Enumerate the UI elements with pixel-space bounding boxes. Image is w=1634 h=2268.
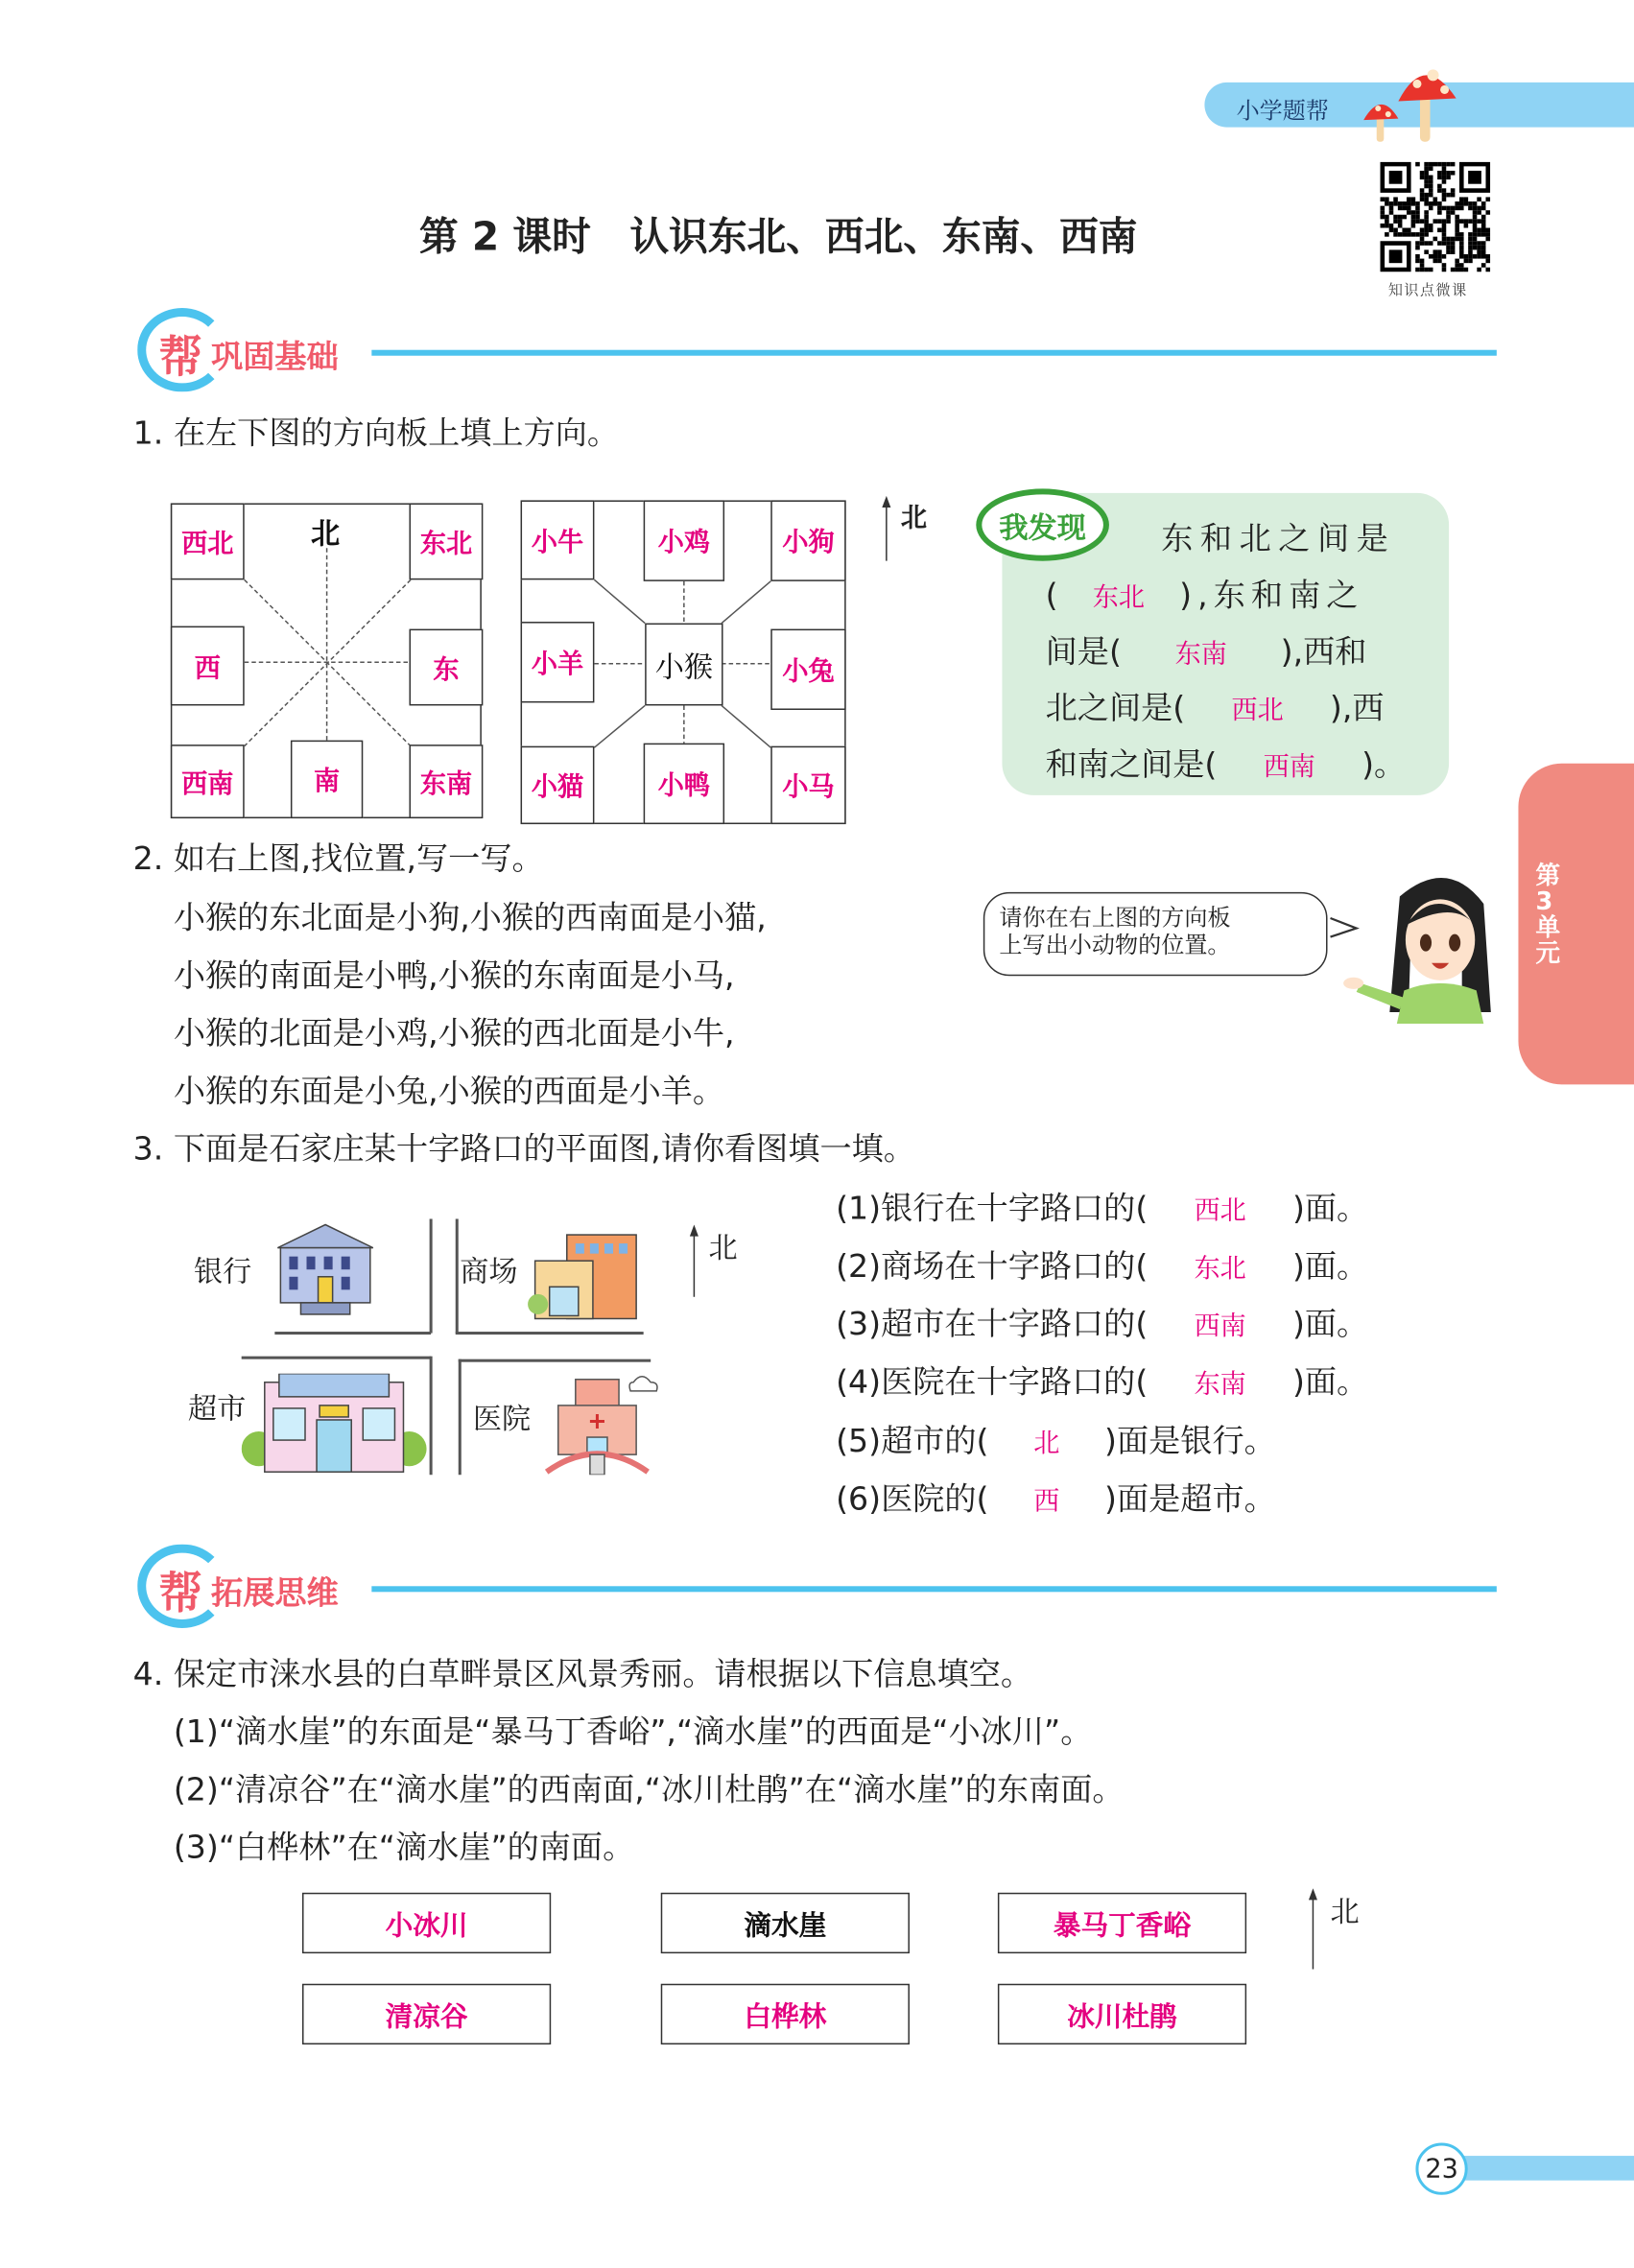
q4-line: (2)“清凉谷”在“滴水崖”的西南面,“冰川杜鹃”在“滴水崖”的东南面。	[173, 1772, 1125, 1809]
discover-line-3	[1045, 634, 1367, 672]
q2-line: 小猴的南面是小鸭,小猴的东南面是小马,	[173, 958, 735, 995]
discover-line-1	[1161, 522, 1396, 558]
girl-illustration	[1325, 867, 1499, 1024]
supermarket-building-icon	[242, 1374, 427, 1478]
discover-line-5	[1045, 747, 1407, 784]
question-1: 1. 在左下图的方向板上填上方向。	[132, 416, 620, 453]
road-line	[456, 1332, 644, 1334]
place-box-southwest[interactable]: 清凉谷	[302, 1984, 551, 2044]
discover-badge	[976, 488, 1109, 560]
q3-answer[interactable]: 东北	[1194, 1253, 1246, 1285]
text: (	[1045, 578, 1058, 615]
q3-item-5	[836, 1424, 1276, 1461]
q3-item-3	[836, 1307, 1369, 1344]
section-badge-char: 帮	[158, 332, 202, 384]
cell-label: 小马	[782, 771, 835, 803]
cell-label: 东北	[419, 528, 473, 559]
board-cell-w[interactable]	[171, 626, 245, 706]
text: )。	[1362, 747, 1407, 784]
animal-cell-center	[645, 624, 722, 706]
cell-label: 小猴	[654, 649, 714, 684]
q3-answer[interactable]: 西	[1033, 1486, 1060, 1517]
unit-tab-label: 第3单元	[1535, 862, 1561, 969]
text: (4)医院在十字路口的(	[836, 1364, 1149, 1402]
q2-line: 小猴的北面是小鸡,小猴的西北面是小牛,	[173, 1016, 735, 1053]
text: )面。	[1291, 1364, 1369, 1402]
q3-item-1	[836, 1191, 1369, 1228]
page-number	[1415, 2143, 1467, 2195]
brand-label: 小学题帮	[1236, 96, 1330, 125]
text: (6)医院的(	[836, 1481, 989, 1519]
section-divider	[371, 350, 1497, 356]
cell-label: 小羊	[531, 649, 584, 680]
board-cell-e[interactable]	[410, 629, 484, 706]
animal-cell-ne[interactable]	[770, 500, 845, 580]
discover-badge-label: 我发现	[999, 509, 1086, 545]
place-box-east[interactable]: 暴马丁香峪	[998, 1893, 1246, 1953]
bank-building-icon	[274, 1221, 375, 1316]
cell-label: 西	[194, 652, 221, 684]
section-badge-char: 帮	[158, 1569, 202, 1619]
discover-answer-2[interactable]: 东南	[1174, 639, 1227, 670]
place-box-southeast[interactable]: 冰川杜鹃	[998, 1984, 1246, 2044]
cell-label: 南	[314, 766, 341, 797]
text: 间是(	[1045, 634, 1122, 672]
board-cell-s[interactable]	[291, 741, 363, 818]
section-title-extension: 拓展思维	[211, 1575, 339, 1613]
cell-label: 西北	[181, 528, 234, 559]
text: 北之间是(	[1045, 691, 1186, 728]
question-3: 3. 下面是石家庄某十字路口的平面图,请你看图填一填。	[132, 1132, 915, 1169]
q2-line: 小猴的东面是小兔,小猴的西面是小羊。	[173, 1074, 725, 1111]
text: )面是超市。	[1104, 1481, 1276, 1519]
board-cell-ne[interactable]	[410, 503, 484, 579]
board-label-north: 北	[311, 516, 341, 552]
qr-code[interactable]	[1378, 162, 1492, 272]
text: ),东和南之	[1179, 578, 1364, 615]
page-number-text: 23	[1425, 2153, 1458, 2185]
north-arrow-icon	[879, 496, 893, 561]
north-label: 北	[900, 503, 928, 534]
discover-answer-3[interactable]: 西北	[1231, 695, 1284, 726]
q4-line: (3)“白桦林”在“滴水崖”的南面。	[173, 1830, 635, 1867]
place-box-center: 滴水崖	[661, 1893, 910, 1953]
cell-label: 东	[433, 653, 460, 685]
place-label-mall: 商场	[460, 1253, 518, 1288]
board-cell-sw[interactable]	[171, 744, 245, 818]
q2-line: 小猴的东北面是小狗,小猴的西南面是小猫,	[173, 900, 767, 937]
text: )面。	[1291, 1249, 1369, 1286]
q3-answer[interactable]: 北	[1033, 1429, 1060, 1459]
north-label: 北	[1330, 1894, 1360, 1929]
text: )面。	[1291, 1191, 1369, 1228]
q4-line: (1)“滴水崖”的东面是“暴马丁香峪”,“滴水崖”的西面是“小冰川”。	[173, 1714, 1093, 1752]
question-2: 2. 如右上图,找位置,写一写。	[132, 841, 544, 878]
q3-answer[interactable]: 西南	[1194, 1311, 1246, 1342]
mushroom-icon	[1352, 58, 1468, 144]
text: 和南之间是(	[1045, 747, 1218, 784]
direction-board-blank	[171, 503, 482, 818]
discover-answer-1[interactable]: 东北	[1092, 582, 1146, 614]
discover-line-2	[1045, 578, 1364, 615]
bubble-text: 请你在右上图的方向板	[999, 903, 1231, 932]
text: )面是银行。	[1104, 1424, 1276, 1461]
animal-cell-sw[interactable]	[521, 746, 595, 824]
page-number-bar	[1460, 2156, 1634, 2181]
text: (1)银行在十字路口的(	[836, 1191, 1149, 1228]
cell-label: 小牛	[531, 527, 584, 557]
road-line	[459, 1359, 651, 1361]
animal-cell-n[interactable]	[644, 500, 724, 580]
board-cell-nw[interactable]	[171, 503, 245, 579]
cell-label: 小猫	[531, 771, 584, 803]
animal-cell-w[interactable]	[521, 622, 595, 702]
text: ),西	[1329, 691, 1385, 728]
q3-item-2	[836, 1249, 1369, 1286]
road-line	[274, 1332, 431, 1334]
text: (3)超市在十字路口的(	[836, 1307, 1149, 1344]
place-label-bank: 银行	[193, 1253, 252, 1288]
animal-cell-se[interactable]	[770, 746, 845, 824]
road-line	[430, 1218, 432, 1333]
text: 东和北之间是	[1161, 522, 1396, 558]
place-label-hospital: 医院	[472, 1401, 532, 1436]
discover-line-4	[1045, 691, 1385, 728]
page-title: 第 2 课时 认识东北、西北、东南、西南	[419, 215, 1138, 261]
speech-bubble	[983, 892, 1328, 976]
cell-label: 小鸭	[657, 770, 710, 801]
discover-answer-4[interactable]: 西南	[1263, 751, 1315, 783]
text: (2)商场在十字路口的(	[836, 1249, 1149, 1286]
place-box-south[interactable]: 白桦林	[661, 1984, 910, 2044]
qr-caption: 知识点微课	[1387, 283, 1468, 299]
q3-answer[interactable]: 西北	[1194, 1195, 1246, 1227]
text: (5)超市的(	[836, 1424, 989, 1461]
road-line	[242, 1357, 431, 1358]
cell-label: 东南	[419, 768, 473, 799]
north-label: 北	[708, 1230, 738, 1265]
animal-cell-nw[interactable]	[521, 500, 595, 579]
place-box-west[interactable]: 小冰川	[302, 1893, 551, 1953]
place-label-market: 超市	[187, 1390, 247, 1427]
cell-label: 小兔	[782, 656, 835, 687]
bubble-text: 上写出小动物的位置。	[999, 931, 1231, 959]
mall-building-icon	[524, 1229, 643, 1324]
north-arrow-icon	[1306, 1888, 1320, 1969]
road-line	[456, 1218, 458, 1333]
q3-item-6	[836, 1481, 1276, 1519]
cell-label: 小狗	[782, 528, 835, 558]
text: )面。	[1291, 1307, 1369, 1344]
text: ),西和	[1280, 634, 1367, 672]
cell-label: 小鸡	[657, 528, 710, 558]
hospital-building-icon	[533, 1371, 663, 1476]
section-divider	[371, 1586, 1497, 1592]
animal-cell-e[interactable]	[770, 629, 845, 710]
road-line	[459, 1359, 461, 1476]
unit-tab[interactable]	[1518, 764, 1634, 1085]
north-arrow-icon	[687, 1225, 701, 1297]
animal-direction-board	[521, 500, 846, 824]
board-cell-se[interactable]	[410, 744, 484, 818]
cell-label: 西南	[181, 768, 234, 799]
q3-item-4	[836, 1364, 1369, 1402]
question-4: 4. 保定市涞水县的白草畔景区风景秀丽。请根据以下信息填空。	[132, 1657, 1033, 1693]
animal-cell-s[interactable]	[644, 744, 724, 824]
section-title-basics: 巩固基础	[211, 340, 339, 376]
q3-answer[interactable]: 东南	[1194, 1369, 1246, 1400]
road-line	[430, 1357, 432, 1476]
